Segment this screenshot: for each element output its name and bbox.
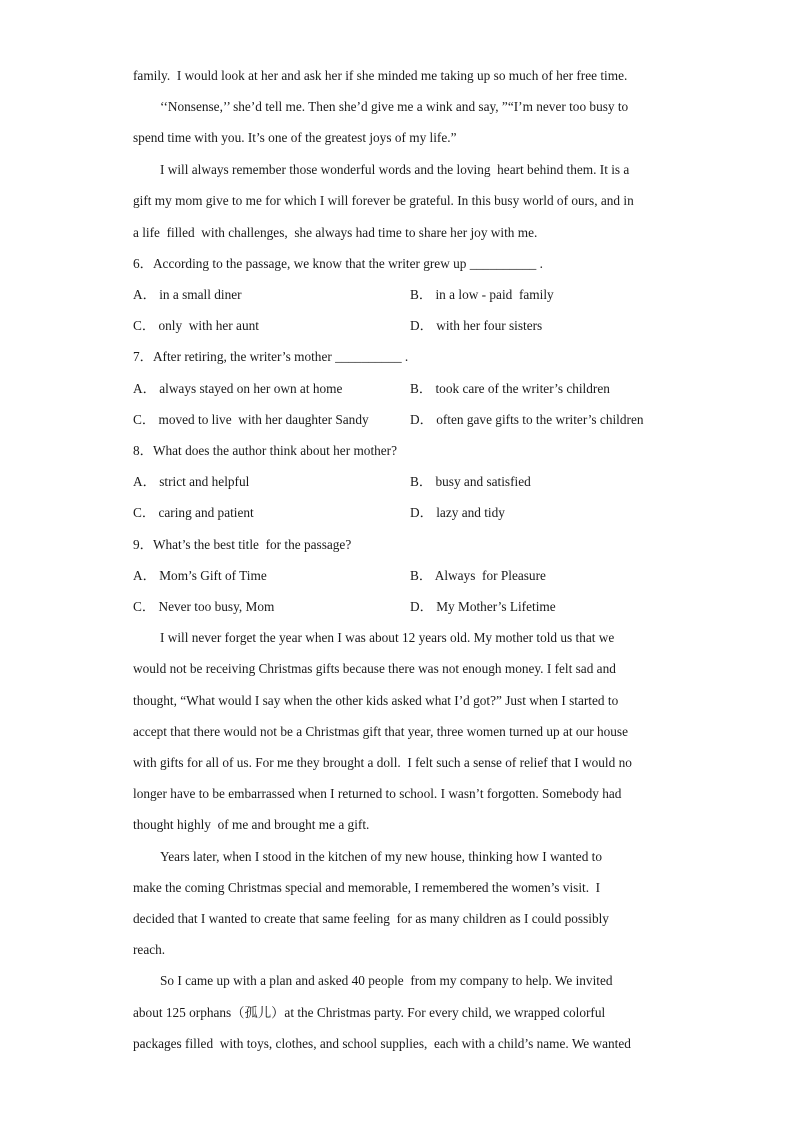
- question-9-stem: 9．What’s the best title for the passage?: [133, 537, 352, 552]
- question-7-stem: 7．After retiring, the writer’s mother __________ .: [133, 349, 409, 364]
- question-9-option-d: D． My Mother’s Lifetime: [410, 599, 556, 614]
- question-9-option-c: C． Never too busy, Mom: [133, 599, 275, 614]
- passage1-line-6: a life filled with challenges, she always had time to share her joy with me.: [133, 225, 538, 240]
- passage1-line-3: spend time with you. It’s one of the greatest joys of my life.”: [133, 130, 457, 145]
- question-7-option-d: D． often gave gifts to the writer’s children: [410, 412, 644, 427]
- question-6-option-a: A． in a small diner: [133, 287, 242, 302]
- passage2-line-2: would not be receiving Christmas gifts because there was not enough money. I felt sad and: [133, 661, 616, 676]
- passage2-line-9: make the coming Christmas special and memorable, I remembered the women’s visit. I: [133, 880, 601, 895]
- passage1-line-4: I will always remember those wonderful words and the loving heart behind them. It is a: [160, 162, 630, 177]
- question-9-option-a: A． Mom’s Gift of Time: [133, 568, 267, 583]
- question-6-option-c: C． only with her aunt: [133, 318, 259, 333]
- question-6-option-b: B． in a low - paid family: [410, 287, 554, 302]
- question-7-option-b: B． took care of the writer’s children: [410, 381, 610, 396]
- passage2-line-4: accept that there would not be a Christmas gift that year, three women turned up at our house: [133, 724, 628, 739]
- passage2-line-1: I will never forget the year when I was about 12 years old. My mother told us that we: [160, 630, 615, 645]
- question-6-stem: 6．According to the passage, we know that the writer grew up __________ .: [133, 256, 543, 271]
- question-8-option-d: D． lazy and tidy: [410, 505, 505, 520]
- passage2-line-6: longer have to be embarrassed when I returned to school. I wasn’t forgotten. Somebody had: [133, 786, 622, 801]
- passage2-line-14: packages filled with toys, clothes, and school supplies, each with a child’s name. We wanted: [133, 1036, 631, 1051]
- question-8-stem: 8．What does the author think about her mother?: [133, 443, 398, 458]
- question-8-option-b: B． busy and satisfied: [410, 474, 531, 489]
- passage2-line-13: about 125 orphans（孤儿）at the Christmas party. For every child, we wrapped colorful: [133, 1005, 606, 1020]
- passage2-line-11: reach.: [133, 942, 166, 957]
- passage2-line-10: decided that I wanted to create that same feeling for as many children as I could possibly: [133, 911, 609, 926]
- question-9-option-b: B． Always for Pleasure: [410, 568, 546, 583]
- question-7-option-c: C． moved to live with her daughter Sandy: [133, 412, 369, 427]
- question-6-option-d: D． with her four sisters: [410, 318, 543, 333]
- passage2-line-8: Years later, when I stood in the kitchen of my new house, thinking how I wanted to: [160, 849, 603, 864]
- passage1-line-1: family. I would look at her and ask her if she minded me taking up so much of her free time.: [133, 68, 628, 83]
- question-7-option-a: A． always stayed on her own at home: [133, 381, 343, 396]
- passage1-line-2: ‘‘Nonsense,’’ she’d tell me. Then she’d give me a wink and say, ”“I’m never too busy to: [160, 99, 629, 114]
- question-8-option-c: C． caring and patient: [133, 505, 254, 520]
- passage2-line-12: So I came up with a plan and asked 40 people from my company to help. We invited: [160, 973, 613, 988]
- passage1-line-5: gift my mom give to me for which I will forever be grateful. In this busy world of ours, and in: [133, 193, 634, 208]
- passage2-line-3: thought, “What would I say when the other kids asked what I’d got?” Just when I started to: [133, 693, 619, 708]
- passage2-line-5: with gifts for all of us. For me they brought a doll. I felt such a sense of relief that I would no: [133, 755, 632, 770]
- question-8-option-a: A． strict and helpful: [133, 474, 250, 489]
- passage2-line-7: thought highly of me and brought me a gift.: [133, 817, 370, 832]
